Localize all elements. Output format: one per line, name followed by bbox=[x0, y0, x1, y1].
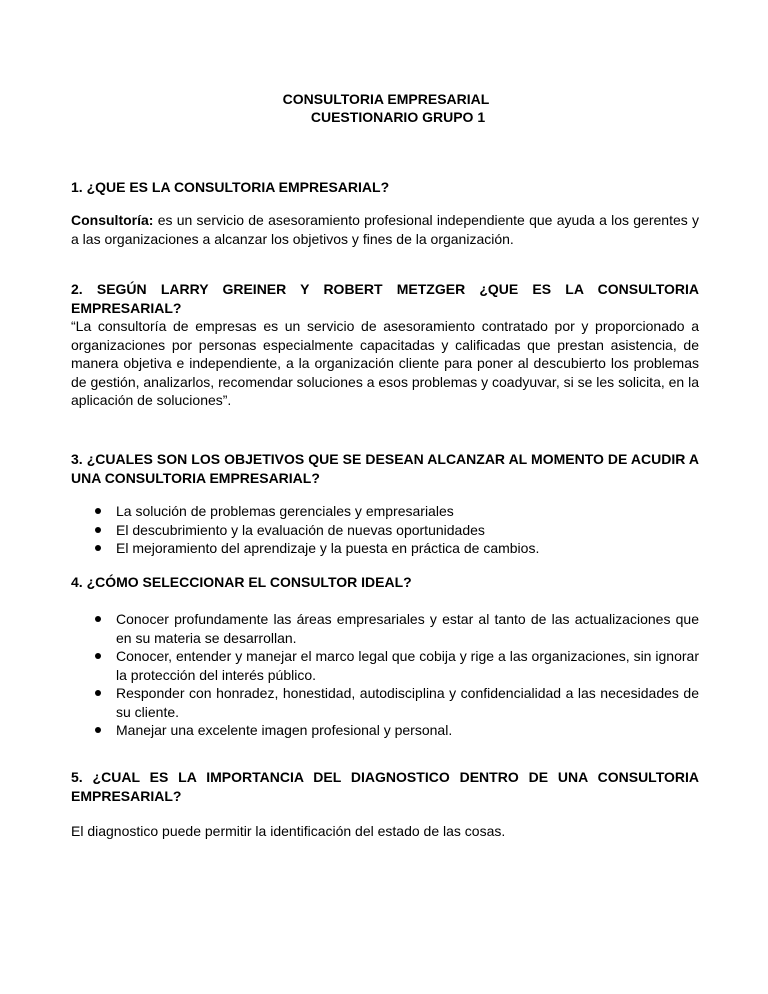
question-1: 1. ¿QUE ES LA CONSULTORIA EMPRESARIAL? bbox=[71, 179, 390, 195]
list-item: Responder con honradez, honestidad, autodisciplina y confidencialidad a las necesidades de su cliente. bbox=[71, 684, 699, 721]
bullet-icon bbox=[95, 508, 101, 514]
list-item: Manejar una excelente imagen profesional y personal. bbox=[71, 721, 699, 740]
section-q1 bbox=[71, 178, 699, 197]
question-2: 2. SEGÚN LARRY GREINER Y ROBERT METZGER ¿QUE ES LA CONSULTORIA EMPRESARIAL? bbox=[71, 281, 699, 316]
document-subtitle: CUESTIONARIO GRUPO 1 bbox=[310, 109, 486, 125]
bullet-icon bbox=[95, 616, 101, 622]
list-item: La solución de problemas gerenciales y empresariales bbox=[71, 502, 699, 521]
answer-1-block bbox=[71, 211, 699, 248]
list-item: El descubrimiento y la evaluación de nuevas oportunidades bbox=[71, 521, 699, 540]
document-header bbox=[0, 90, 768, 126]
section-q4 bbox=[71, 573, 699, 592]
list-q4 bbox=[71, 610, 699, 740]
section-q3 bbox=[71, 450, 699, 487]
section-q5 bbox=[71, 768, 699, 805]
document-title: CONSULTORIA EMPRESARIAL bbox=[282, 91, 490, 107]
answer-2: “La consultoría de empresas es un servicio de asesoramiento contratado por y proporcionado a organizaciones por personas especialmente capacitadas y calificadas que prestan asistencia, de manera objetiva e independiente, a la organización cliente para poner al descubierto los problemas de gestión, analizarlos, recomendar soluciones a esos problemas y coadyuvar, si se les solicita, en la aplicación de soluciones”. bbox=[71, 318, 699, 408]
answer-1 bbox=[71, 211, 699, 248]
list-q3 bbox=[71, 502, 699, 558]
bullet-icon bbox=[95, 527, 101, 533]
question-5: 5. ¿CUAL ES LA IMPORTANCIA DEL DIAGNOSTICO DENTRO DE UNA CONSULTORIA EMPRESARIAL? bbox=[71, 769, 699, 804]
answer-1-label: Consultoría: bbox=[71, 212, 154, 228]
answer-1-text: es un servicio de asesoramiento profesional independiente que ayuda a los gerentes y a las organizaciones a alcanzar los objetivos y fines de la organización. bbox=[71, 212, 699, 247]
objectives-list bbox=[71, 502, 699, 558]
bullet-icon bbox=[95, 727, 101, 733]
list-item: Conocer, entender y manejar el marco legal que cobija y rige a las organizaciones, sin ignorar la protección del interés público. bbox=[71, 647, 699, 684]
bullet-icon bbox=[95, 653, 101, 659]
bullet-icon bbox=[95, 690, 101, 696]
bullet-icon bbox=[95, 545, 101, 551]
consultant-list bbox=[71, 610, 699, 740]
question-4: 4. ¿CÓMO SELECCIONAR EL CONSULTOR IDEAL? bbox=[71, 574, 412, 590]
question-3: 3. ¿CUALES SON LOS OBJETIVOS QUE SE DESEAN ALCANZAR AL MOMENTO DE ACUDIR A UNA CONSULTORIA EMPRESARIAL? bbox=[71, 451, 699, 486]
answer-5: El diagnostico puede permitir la identificación del estado de las cosas. bbox=[71, 823, 506, 839]
answer-5-block bbox=[71, 822, 699, 841]
section-q2 bbox=[71, 280, 699, 410]
list-item: El mejoramiento del aprendizaje y la puesta en práctica de cambios. bbox=[71, 539, 699, 558]
list-item: Conocer profundamente las áreas empresariales y estar al tanto de las actualizaciones que en su materia se desarrollan. bbox=[71, 610, 699, 647]
